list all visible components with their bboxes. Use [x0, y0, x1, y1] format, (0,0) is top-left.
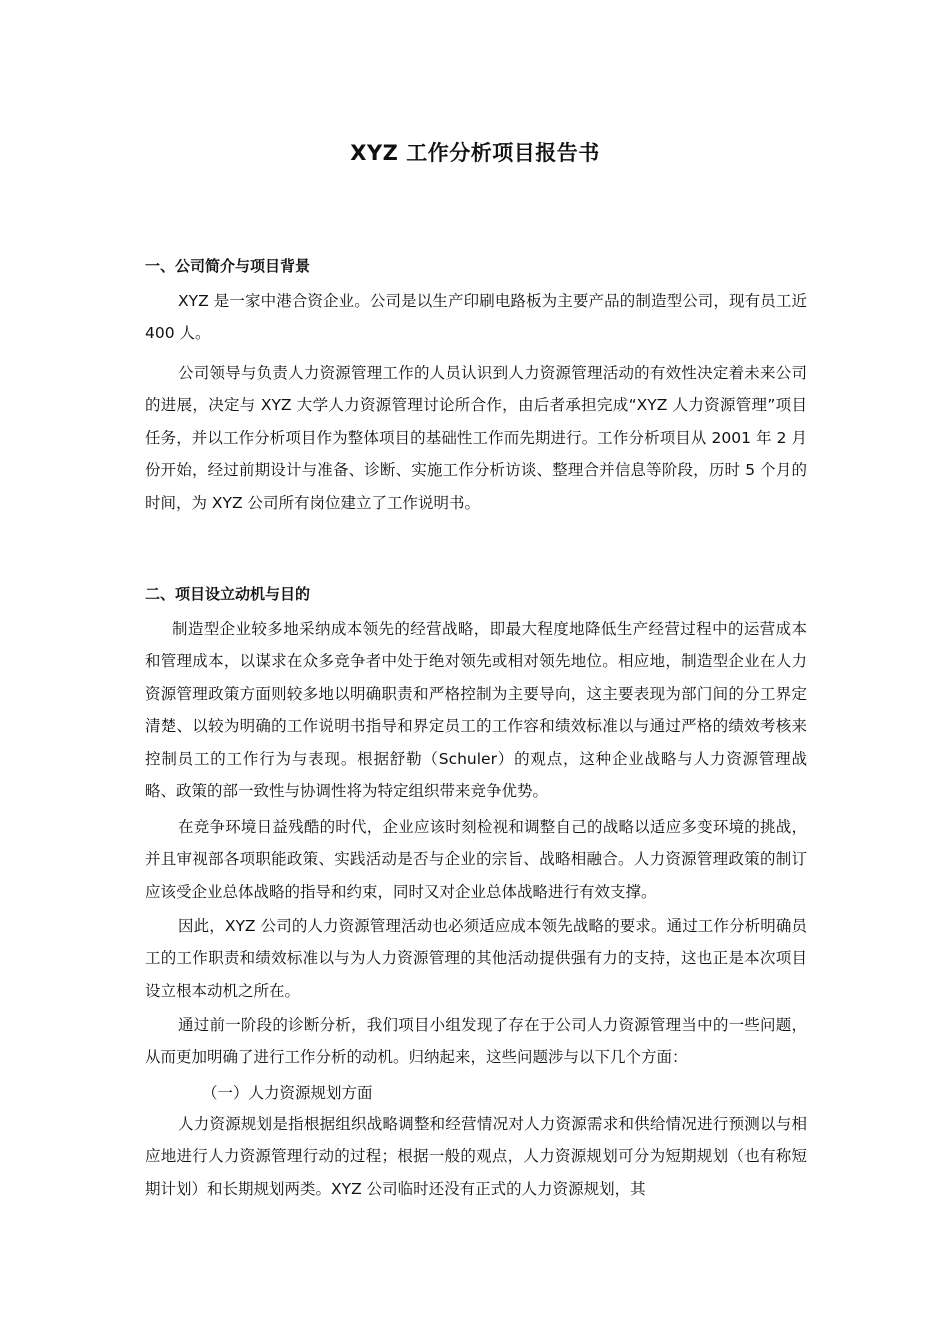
section-1-paragraph-1: XYZ 是一家中港合资企业。公司是以生产印刷电路板为主要产品的制造型公司，现有员工近 400 人。: [145, 292, 807, 343]
section-2-paragraph-2: 在竞争环境日益残酷的时代，企业应该时刻检视和调整自己的战略以适应多变环境的挑战，并且审视部各项职能政策、实践活动是否与企业的宗旨、战略相融合。人力资源管理政策的制订应该受企业总体战略的指导和约束，同时又对企业总体战略进行有效支撑。: [145, 818, 807, 901]
section-2-paragraph-4: 通过前一阶段的诊断分析，我们项目小组发现了存在于公司人力资源管理当中的一些问题，从而更加明确了进行工作分析的动机。归纳起来，这些问题涉与以下几个方面：: [145, 1016, 807, 1067]
subsection-heading: （一）人力资源规划方面: [202, 1084, 373, 1102]
section-2-heading: 二、项目设立动机与目的: [145, 585, 311, 603]
subsection-paragraph: 人力资源规划是指根据组织战略调整和经营情况对人力资源需求和供给情况进行预测以与相应地进行人力资源管理行动的过程；根据一般的观点，人力资源规划可分为短期规划（也有称短期计划）和长期规划两类。XYZ 公司临时还没有正式的人力资源规划，其: [145, 1115, 807, 1198]
section-1-heading: 一、公司简介与项目背景: [145, 257, 311, 275]
document-title: XYZ 工作分析项目报告书: [350, 141, 600, 165]
section-2-paragraph-3: 因此，XYZ 公司的人力资源管理活动也必须适应成本领先战略的要求。通过工作分析明确员工的工作职责和绩效标准以与为人力资源管理的其他活动提供强有力的支持，这也正是本次项目设立根本动机之所在。: [145, 917, 807, 1000]
section-1-paragraph-2: 公司领导与负责人力资源管理工作的人员认识到人力资源管理活动的有效性决定着未来公司的进展，决定与 XYZ 大学人力资源管理讨论所合作，由后者承担完成“XYZ 人力资源管理”项目任务，并以工作分析项目作为整体项目的基础性工作而先期进行。工作分析项目从 2001 年 2 月份开始，经过前期设计与准备、诊断、实施工作分析访谈、整理合并信息等阶段，历时 5 个月的时间，为 XYZ 公司所有岗位建立了工作说明书。: [145, 364, 807, 512]
section-2-paragraph-1: 制造型企业较多地采纳成本领先的经营战略，即最大程度地降低生产经营过程中的运营成本和管理成本，以谋求在众多竞争者中处于绝对领先或相对领先地位。相应地，制造型企业在人力资源管理政策方面则较多地以明确职责和严格控制为主要导向，这主要表现为部门间的分工界定清楚、以较为明确的工作说明书指导和界定员工的工作容和绩效标准以与通过严格的绩效考核来控制员工的工作行为与表现。根据舒勒（Schuler）的观点，这种企业战略与人力资源管理战略、政策的部一致性与协调性将为特定组织带来竞争优势。: [145, 620, 807, 801]
